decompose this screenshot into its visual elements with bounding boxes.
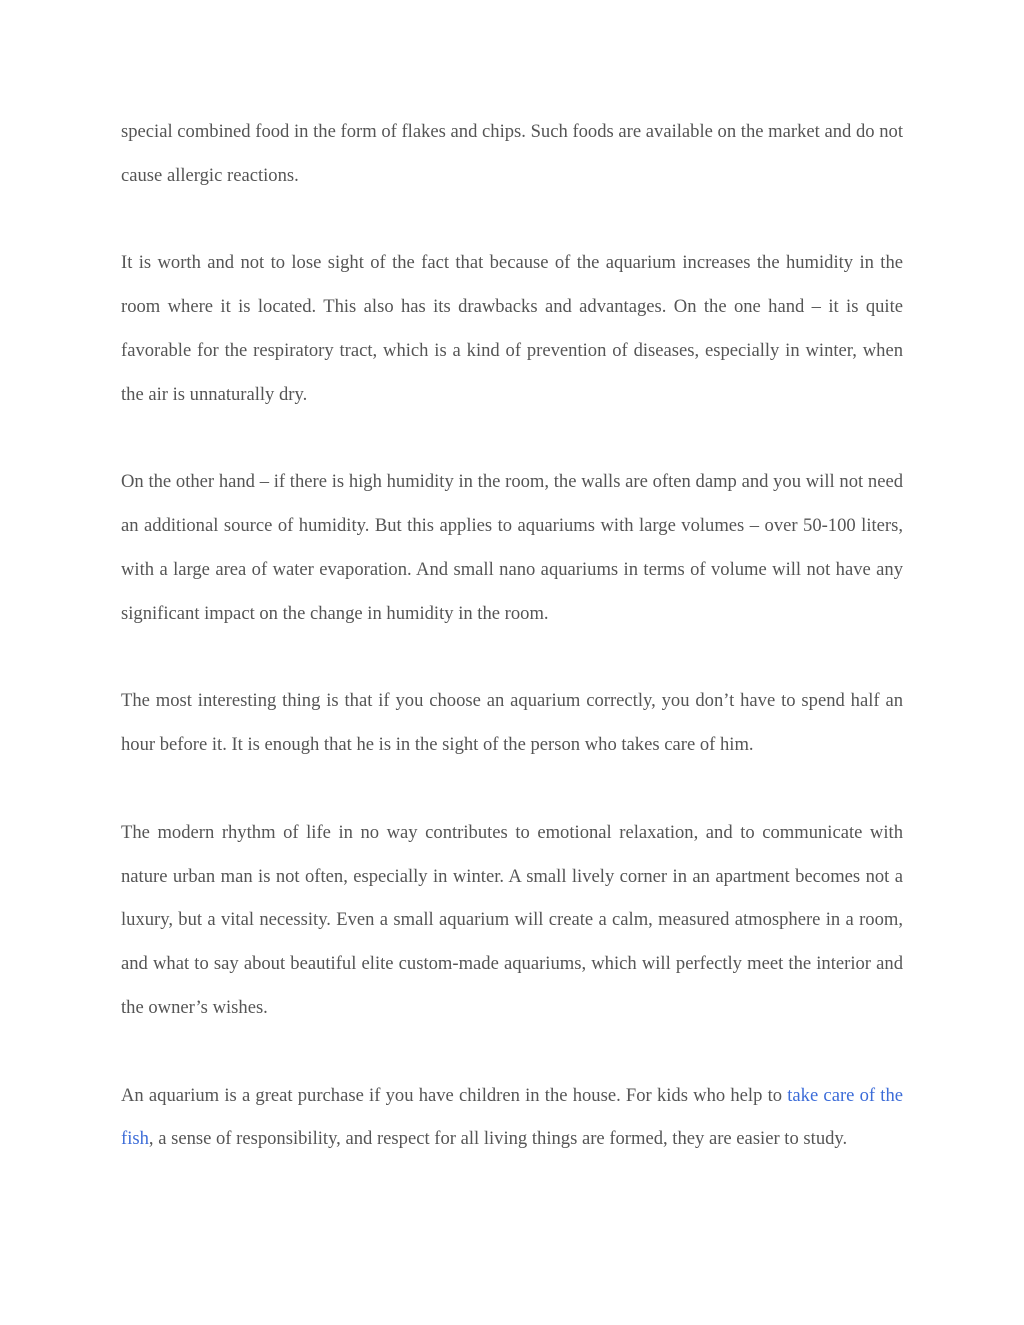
paragraph-modern-rhythm: The modern rhythm of life in no way contributes to emotional relaxation, and to communicate with nature urban man is not often, especially in winter. A small lively corner in an apartment becomes not a luxury, but a vital necessity. Even a small aquarium will create a calm, measured atmosphere in a room, and what to say about beautiful elite custom-made aquariums, which will perfectly meet the interior and the owner’s wishes.	[121, 821, 903, 1018]
paragraph-fish-food: special combined food in the form of flakes and chips. Such foods are available on the market and do not cause allergic reactions.	[121, 121, 903, 186]
paragraph-children-text-after: , a sense of responsibility, and respect for all living things are formed, they are easier to study.	[148, 1128, 848, 1150]
paragraph-children	[121, 1074, 903, 1162]
paragraph-humidity-other-hand: On the other hand – if there is high humidity in the room, the walls are often damp and you will not need an additional source of humidity. But this applies to aquariums with large volumes – over 50-100 liters, with a large area of water evaporation. And small nano aquariums in terms of volume will not have any significant impact on the change in humidity in the room.	[121, 471, 903, 624]
paragraph-children-text-before: An aquarium is a great purchase if you have children in the house. For kids who help to	[121, 1084, 788, 1106]
take-care-of-fish-link[interactable]: take care of the fish	[121, 1084, 903, 1150]
paragraph-choosing-aquarium: The most interesting thing is that if you choose an aquarium correctly, you don’t have to spend half an hour before it. It is enough that he is in the sight of the person who takes care of him.	[121, 690, 903, 756]
paragraph-humidity: It is worth and not to lose sight of the fact that because of the aquarium increases the humidity in the room where it is located. This also has its drawbacks and advantages. On the one hand – it is quite favorable for the respiratory tract, which is a kind of prevention of diseases, especially in winter, when the air is unnaturally dry.	[121, 252, 903, 405]
document-page	[121, 110, 903, 1161]
